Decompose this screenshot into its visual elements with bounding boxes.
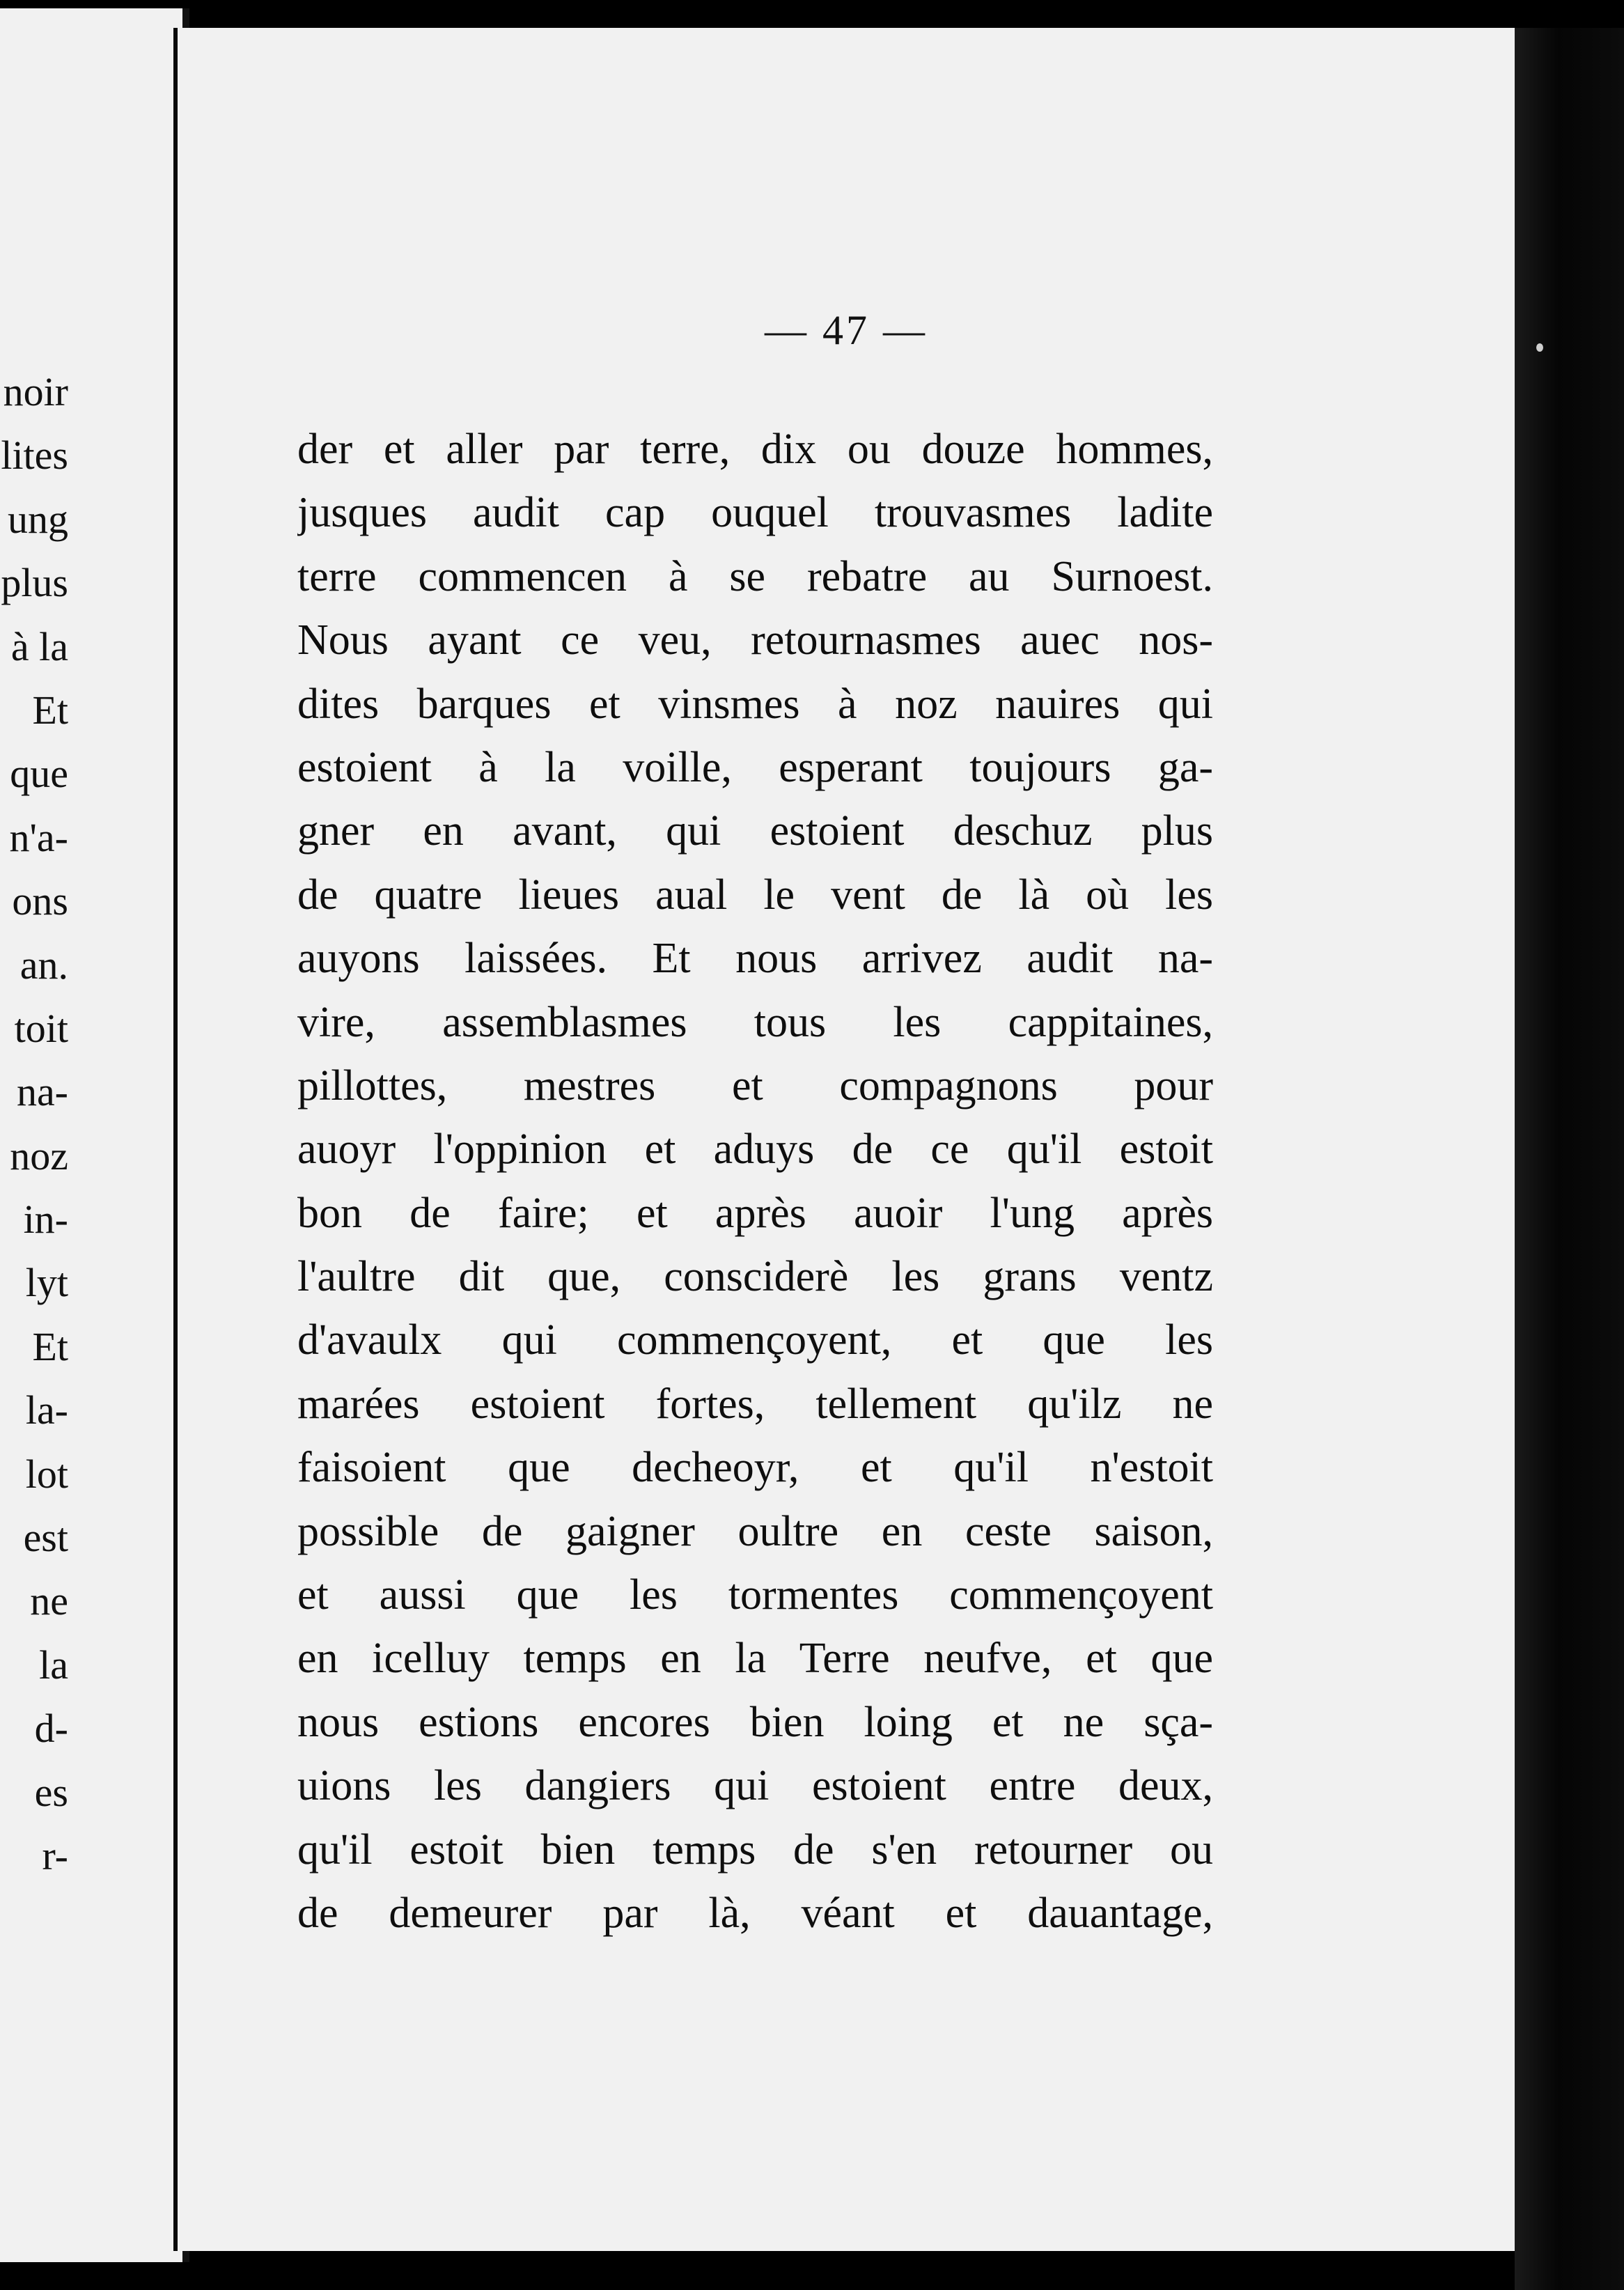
text-line: d- (34, 1706, 68, 1752)
text-line: estoient à la voille, esperant toujours ga- (297, 743, 1213, 791)
text-line: na- (16, 1069, 68, 1115)
text-line: Nous ayant ce veu, retournasmes auec nos- (297, 616, 1213, 664)
text-line: jusques audit cap ouquel trouvasmes ladite (297, 489, 1213, 537)
text-line: gner en avant, qui estoient deschuz plus (297, 807, 1213, 855)
text-line: bon de faire; et après auoir l'ung après (297, 1189, 1213, 1237)
text-line: plus (1, 560, 68, 606)
text-line: auyons laissées. Et nous arrivez audit na- (297, 935, 1213, 983)
text-line: et aussi que les tormentes commençoyent (297, 1571, 1213, 1619)
text-line: noir (3, 369, 68, 414)
text-line: ons (12, 878, 68, 924)
page-number: — 47 — (765, 307, 928, 353)
text-line: es (34, 1769, 68, 1815)
text-line: que (10, 751, 68, 797)
text-line: Et (32, 687, 68, 733)
text-line: auoyr l'oppinion et aduys de ce qu'il estoit (297, 1125, 1213, 1174)
text-line: possible de gaigner oultre en ceste saison, (297, 1507, 1213, 1555)
left-page-text-fragments (0, 360, 182, 1887)
text-line: est (23, 1515, 68, 1561)
text-line: lot (25, 1451, 68, 1497)
text-line: qu'il estoit bien temps de s'en retourner ou (297, 1825, 1213, 1874)
scan-speck (1536, 343, 1543, 352)
text-line: n'a- (9, 814, 68, 860)
text-line: r- (42, 1832, 68, 1878)
text-line: noz (10, 1132, 68, 1178)
text-line: der et aller par terre, dix ou douze hommes, (297, 426, 1213, 473)
text-line: Et (32, 1323, 68, 1369)
text-line: pillottes, mestres et compagnons pour (297, 1061, 1213, 1109)
text-line: la- (25, 1387, 68, 1433)
text-line: toit (14, 1005, 68, 1051)
text-line: de demeurer par là, véant et dauantage, (297, 1889, 1213, 1937)
text-line: vire, assemblasmes tous les cappitaines, (297, 998, 1213, 1046)
text-line: l'aultre dit que, consciderè les grans ventz (297, 1253, 1213, 1301)
text-line: lyt (25, 1260, 68, 1306)
body-text (297, 418, 1213, 1945)
text-line: marées estoient fortes, tellement qu'ilz ne (297, 1380, 1213, 1428)
text-line: d'avaulx qui commençoyent, et que les (297, 1316, 1213, 1364)
text-line: lites (1, 433, 68, 478)
text-line: uions les dangiers qui estoient entre deux, (297, 1762, 1213, 1810)
text-line: en icelluy temps en la Terre neufve, et que (297, 1635, 1213, 1683)
text-line: terre commencen à se rebatre au Surnoest. (297, 552, 1213, 600)
text-line: nous estions encores bien loing et ne sça- (297, 1698, 1213, 1746)
text-line: la (39, 1642, 68, 1688)
right-page (178, 28, 1515, 2251)
text-line: dites barques et vinsmes à noz nauires qui (297, 680, 1213, 728)
text-line: ung (8, 496, 68, 542)
text-line: à la (10, 623, 68, 669)
text-line: faisoient que decheoyr, et qu'il n'estoit (297, 1444, 1213, 1492)
book-edge-shadow (1515, 28, 1624, 2290)
text-line: ne (30, 1578, 68, 1624)
text-line: in- (23, 1197, 68, 1243)
text-line: de quatre lieues aual le vent de là où les (297, 871, 1213, 919)
text-line: an. (19, 942, 68, 988)
left-facing-page (0, 8, 189, 2262)
